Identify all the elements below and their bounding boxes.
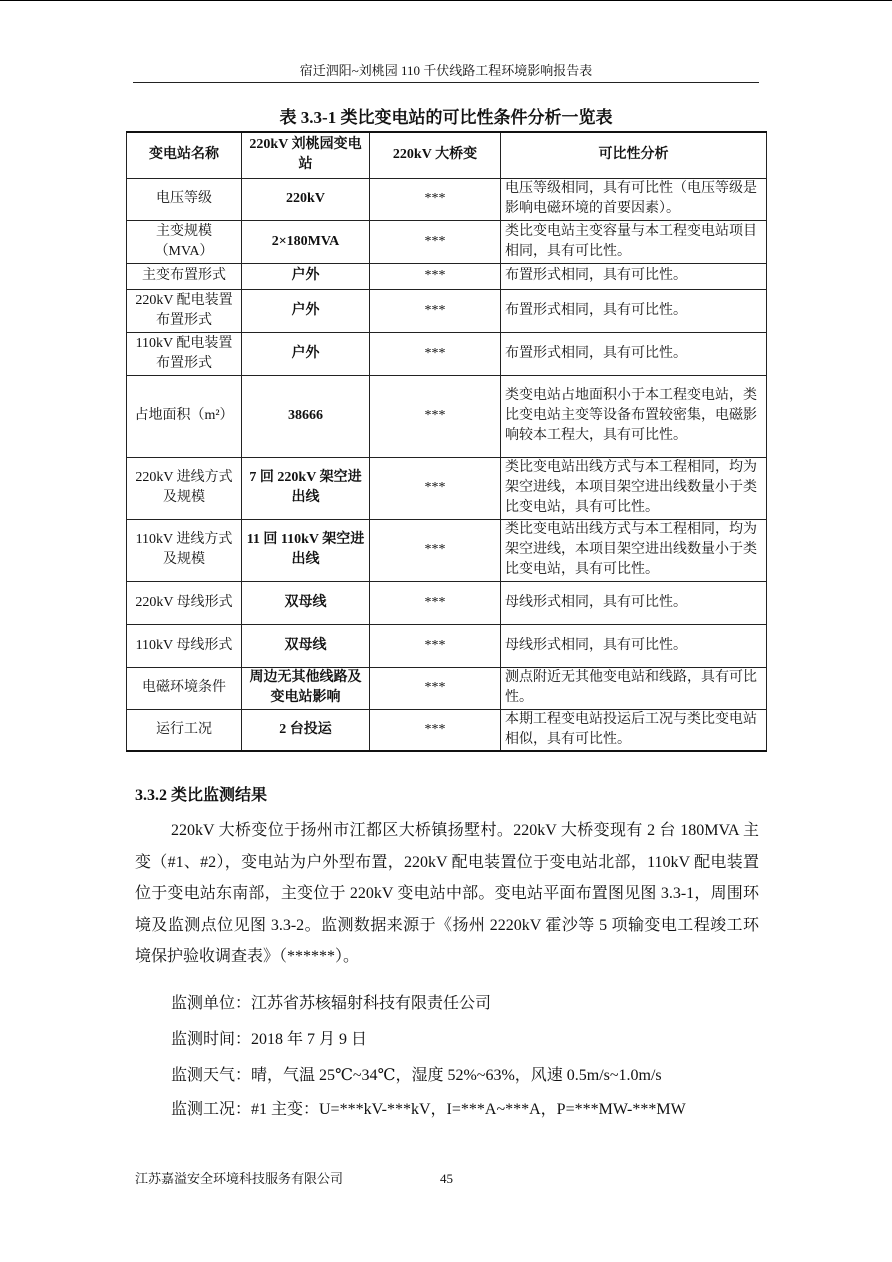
row-reference-cell: *** xyxy=(370,178,501,220)
comparison-table xyxy=(126,131,767,752)
table-header-row xyxy=(127,132,767,178)
row-analysis-cell: 类比变电站出线方式与本工程相同，均为架空进线，本项目架空进出线数量小于类比变电站，具有可比性。 xyxy=(501,519,767,581)
row-analysis-cell: 类比变电站出线方式与本工程相同，均为架空进线，本项目架空进出线数量小于类比变电站，具有可比性。 xyxy=(501,457,767,519)
row-analysis-cell: 测点附近无其他变电站和线路，具有可比性。 xyxy=(501,667,767,709)
section-heading: 3.3.2 类比监测结果 xyxy=(135,787,268,804)
footer-company: 江苏嘉溢安全环境科技服务有限公司 xyxy=(135,1171,344,1186)
table-row xyxy=(127,667,767,709)
row-analysis-cell: 布置形式相同，具有可比性。 xyxy=(501,263,767,289)
row-analysis-cell: 母线形式相同，具有可比性。 xyxy=(501,624,767,667)
row-value-cell: 双母线 xyxy=(242,581,370,624)
row-reference-cell: *** xyxy=(370,289,501,332)
row-reference-cell: *** xyxy=(370,457,501,519)
column-header-station-name: 变电站名称 xyxy=(127,132,242,178)
row-analysis-cell: 母线形式相同，具有可比性。 xyxy=(501,581,767,624)
row-analysis-cell: 布置形式相同，具有可比性。 xyxy=(501,332,767,375)
row-analysis-cell: 布置形式相同，具有可比性。 xyxy=(501,289,767,332)
row-name-cell: 主变规模（MVA） xyxy=(127,220,242,263)
row-name-cell: 占地面积（m²） xyxy=(127,375,242,457)
row-reference-cell: *** xyxy=(370,624,501,667)
row-name-cell: 电磁环境条件 xyxy=(127,667,242,709)
row-analysis-cell: 本期工程变电站投运后工况与类比变电站相似，具有可比性。 xyxy=(501,709,767,751)
row-reference-cell: *** xyxy=(370,263,501,289)
page-header: 宿迁泗阳~刘桃园 110 千伏线路工程环境影响报告表 xyxy=(133,62,759,83)
row-name-cell: 主变布置形式 xyxy=(127,263,242,289)
row-reference-cell: *** xyxy=(370,519,501,581)
row-analysis-cell: 类变电站占地面积小于本工程变电站，类比变电站主变等设备布置较密集，电磁影响较本工程大，具有可比性。 xyxy=(501,375,767,457)
row-value-cell: 2 台投运 xyxy=(242,709,370,751)
table-row xyxy=(127,519,767,581)
row-name-cell: 110kV 进线方式及规模 xyxy=(127,519,242,581)
row-analysis-cell: 电压等级相同，具有可比性（电压等级是影响电磁环境的首要因素）。 xyxy=(501,178,767,220)
table-row xyxy=(127,581,767,624)
row-value-cell: 户外 xyxy=(242,263,370,289)
table-title: 表 3.3-1 类比变电站的可比性条件分析一览表 xyxy=(279,108,613,127)
table-row xyxy=(127,178,767,220)
monitoring-condition: 监测工况：#1 主变：U=***kV-***kV，I=***A~***A，P=***MW-***MW xyxy=(171,1101,686,1118)
column-header-comparability: 可比性分析 xyxy=(501,132,767,178)
row-name-cell: 110kV 配电装置布置形式 xyxy=(127,332,242,375)
page-number: 45 xyxy=(440,1171,453,1186)
monitoring-unit: 监测单位：江苏省苏核辐射科技有限责任公司 xyxy=(171,995,492,1012)
table-row xyxy=(127,375,767,457)
row-analysis-cell: 类比变电站主变容量与本工程变电站项目相同，具有可比性。 xyxy=(501,220,767,263)
table-row xyxy=(127,457,767,519)
row-reference-cell: *** xyxy=(370,667,501,709)
row-reference-cell: *** xyxy=(370,581,501,624)
row-name-cell: 220kV 母线形式 xyxy=(127,581,242,624)
row-name-cell: 220kV 进线方式及规模 xyxy=(127,457,242,519)
table-row xyxy=(127,263,767,289)
row-reference-cell: *** xyxy=(370,709,501,751)
row-name-cell: 运行工况 xyxy=(127,709,242,751)
row-value-cell: 户外 xyxy=(242,332,370,375)
table-row xyxy=(127,332,767,375)
row-name-cell: 220kV 配电装置布置形式 xyxy=(127,289,242,332)
section-paragraph: 220kV 大桥变位于扬州市江都区大桥镇扬墅村。220kV 大桥变现有 2 台 180MVA 主变（#1、#2），变电站为户外型布置，220kV 配电装置位于变电站北部，110kV 配电装置位于变电站东南部，主变位于 220kV 变电站中部。变电站平面布置图见图 3.3-1，周围环境及监测点位见图 3.3-2。监测数据来源于《扬州 2220kV 霍沙等 5 项输变电工程竣工环境保护验收调查表》（******）。 xyxy=(135,822,759,965)
row-name-cell: 电压等级 xyxy=(127,178,242,220)
row-value-cell: 户外 xyxy=(242,289,370,332)
row-value-cell: 220kV xyxy=(242,178,370,220)
table-row xyxy=(127,709,767,751)
column-header-project-station: 220kV 刘桃园变电站 xyxy=(242,132,370,178)
table-row xyxy=(127,289,767,332)
row-value-cell: 11 回 110kV 架空进出线 xyxy=(242,519,370,581)
monitoring-time: 监测时间：2018 年 7 月 9 日 xyxy=(171,1031,368,1048)
row-reference-cell: *** xyxy=(370,220,501,263)
row-name-cell: 110kV 母线形式 xyxy=(127,624,242,667)
row-reference-cell: *** xyxy=(370,332,501,375)
column-header-reference-station: 220kV 大桥变 xyxy=(370,132,501,178)
row-value-cell: 38666 xyxy=(242,375,370,457)
row-reference-cell: *** xyxy=(370,375,501,457)
row-value-cell: 2×180MVA xyxy=(242,220,370,263)
row-value-cell: 周边无其他线路及变电站影响 xyxy=(242,667,370,709)
row-value-cell: 双母线 xyxy=(242,624,370,667)
table-row xyxy=(127,220,767,263)
row-value-cell: 7 回 220kV 架空进出线 xyxy=(242,457,370,519)
top-border-line xyxy=(0,0,892,1)
monitoring-weather: 监测天气：晴，气温 25℃~34℃，湿度 52%~63%，风速 0.5m/s~1.0m/s xyxy=(171,1067,662,1084)
table-row xyxy=(127,624,767,667)
